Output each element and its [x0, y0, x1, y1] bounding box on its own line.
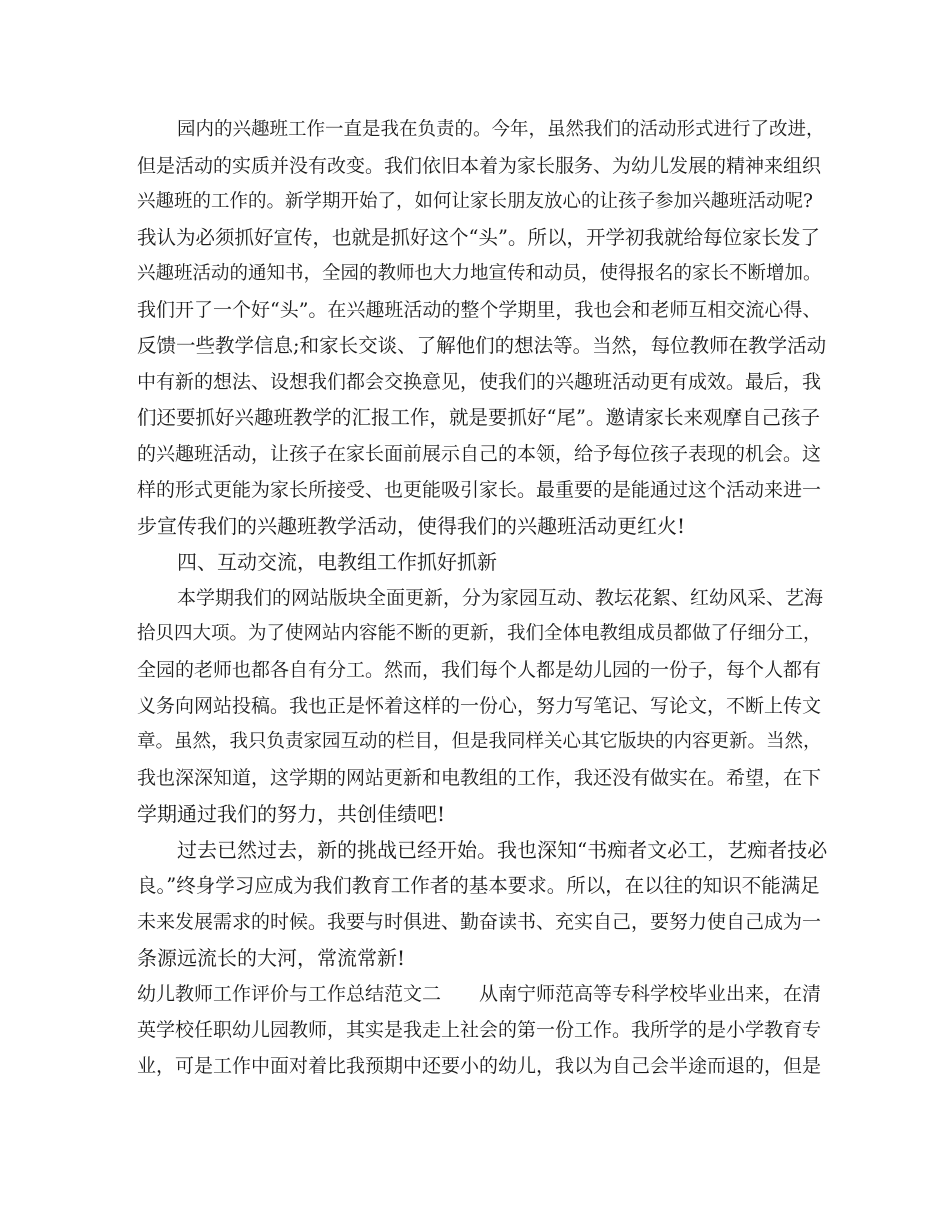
paragraph-line: 拾贝四大项。为了使网站内容能不断的更新，我们全体电教组成员都做了仔细分工， [137, 623, 822, 644]
paragraph-line: 良。”终身学习应成为我们教育工作者的基本要求。所以，在以往的知识不能满足 [137, 874, 820, 897]
paragraph-line: 们还要抓好兴趣班教学的汇报工作，就是要抓好“尾”。邀请家长来观摩自己孩子 [137, 406, 820, 429]
paragraph-line: 未来发展需求的时候。我要与时俱进、勤奋读书、充实自己，要努力使自己成为一 [137, 911, 822, 933]
paragraph-line: 样的形式更能为家长所接受、也更能吸引家长。最重要的是能通过这个活动来进一 [137, 479, 822, 501]
paragraph-line: 我认为必须抓好宣传，也就是抓好这个“头”。所以，开学初我就给每位家长发了 [137, 226, 820, 249]
paragraph-line: 义务向网站投稿。我也正是怀着这样的一份心，努力写笔记、写论文，不断上传文 [137, 695, 822, 717]
paragraph-line: 英学校任职幼儿园教师，其实是我走上社会的第一份工作。我所学的是小学教育专 [137, 1019, 822, 1041]
paragraph-line: 但是活动的实质并没有改变。我们依旧本着为家长服务、为幼儿发展的精神来组织 [137, 155, 822, 177]
paragraph-line: 我也深深知道，这学期的网站更新和电教组的工作，我还没有做实在。希望，在下 [137, 767, 822, 789]
paragraph-line: 业，可是工作中面对着比我预期中还要小的幼儿，我以为自己会半途而退的，但是 [137, 1055, 822, 1077]
paragraph-line: 的兴趣班活动，让孩子在家长面前展示自己的本领，给予每位孩子表现的机会。这 [137, 443, 822, 465]
paragraph-line: 中有新的想法、设想我们都会交换意见，使我们的兴趣班活动更有成效。最后，我 [137, 371, 822, 393]
paragraph-line: 幼儿教师工作评价与工作总结范文二 从南宁师范高等专科学校毕业出来，在清 [137, 983, 822, 1005]
paragraph-line: 步宣传我们的兴趣班教学活动，使得我们的兴趣班活动更红火! [137, 514, 686, 538]
section-heading: 四、互动交流，电教组工作抓好抓新 [177, 550, 497, 574]
paragraph-line: 全园的老师也都各自有分工。然而，我们每个人都是幼儿园的一份子，每个人都有 [137, 659, 822, 681]
paragraph-line: 我们开了一个好“头”。在兴趣班活动的整个学期里，我也会和老师互相交流心得、 [137, 299, 822, 321]
paragraph-line: 过去已然过去，新的挑战已经开始。我也深知“书痴者文必工，艺痴者技必 [177, 838, 828, 862]
paragraph-line: 本学期我们的网站版块全面更新，分为家园互动、教坛花絮、红幼风采、艺海 [177, 587, 824, 609]
paragraph-line: 条源远流长的大河，常流常新! [137, 946, 406, 970]
paragraph-line: 章。虽然，我只负责家园互动的栏目，但是我同样关心其它版块的内容更新。当然， [137, 731, 822, 752]
paragraph-line: 兴趣班活动的通知书，全园的教师也大力地宣传和动员，使得报名的家长不断增加。 [137, 263, 822, 284]
paragraph-line: 反馈一些教学信息;和家长交谈、了解他们的想法等。当然，每位教师在教学活动 [137, 334, 827, 357]
paragraph-line: 园内的兴趣班工作一直是我在负责的。今年，虽然我们的活动形式进行了改进， [177, 119, 825, 140]
paragraph-line: 学期通过我们的努力，共创佳绩吧! [137, 802, 446, 826]
paragraph-line: 兴趣班的工作的。新学期开始了，如何让家长朋友放心的让孩子参加兴趣班活动呢? [137, 191, 813, 212]
